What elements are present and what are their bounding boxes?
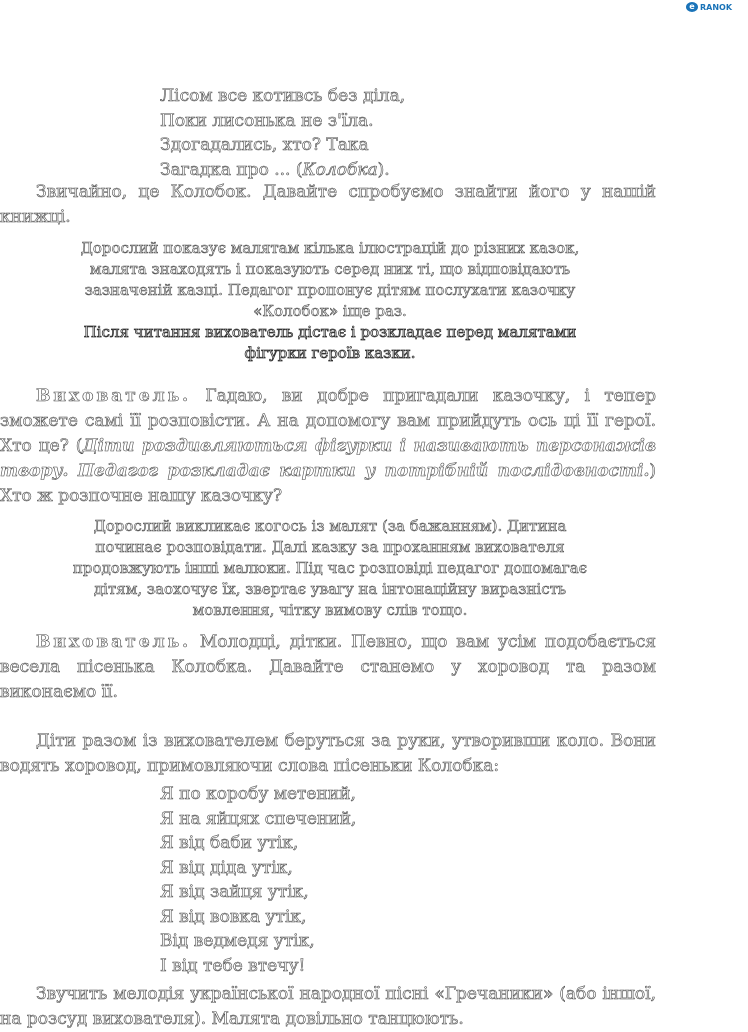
paragraph-teacher-2: Вихователь. Молодці, дітки. Певно, що вам усім подобається весела пісенька Колобка. Давайте станемо у хоровод та разом виконаємо її.	[0, 632, 656, 702]
poem-line: Я від діда утік,	[160, 857, 293, 878]
poem-line: І від тебе втечу!	[160, 955, 306, 976]
note-line: зазначеній казці. Педагог пропонує дітям послухати казочку	[84, 281, 576, 299]
poem-song	[160, 782, 356, 978]
stage-direction: Діти роздивляються фігурки і називають персонажів твору. Педагог розкладає картки у потрібній послідовності.	[0, 436, 656, 481]
poem-line: Я від вовка утік,	[160, 906, 307, 927]
poem-line: Я на яйцях спечений,	[160, 808, 357, 829]
poem-line: Здогадались, хто? Така	[160, 135, 369, 155]
note-line: «Колобок» іще раз.	[253, 302, 407, 320]
poem-line: Лісом все котивсь без діла,	[160, 86, 406, 106]
note-line: фігурки героїв казки.	[244, 344, 416, 362]
note-line: малята знаходять і показують серед них ті, що відповідають	[89, 260, 571, 278]
poem-line: Я по коробу метений,	[160, 784, 356, 804]
note-line: продовжують інші малюки. Під час розповіді педагог допомагає	[72, 559, 588, 577]
paragraph-teacher-1: Вихователь. Гадаю, ви добре пригадали казочку, і тепер зможете самі її розповісти. А на допомогу вам прийдуть ось ці її герої. Хто це? (Діти роздивляються фігурки і називають персонажів твору. Педагог розкладає картки у потрібній послідовності.) Хто ж розпочне нашу казочку?	[0, 386, 656, 506]
poem-line: Від ведмедя утік,	[160, 931, 315, 951]
paragraph-melody: Звучить мелодія української народної пісні «Гречаники» (або іншої, на розсуд вихователя). Малята довільно танцюють.	[0, 984, 656, 1029]
poem-line: Поки лисонька не з'їла.	[160, 110, 374, 131]
instruction-note-1	[40, 238, 620, 364]
paragraph-dance: Діти разом із вихователем беруться за руки, утворивши коло. Вони водять хоровод, примовляючи слова пісеньки Колобка:	[0, 731, 656, 776]
instruction-note-2	[40, 516, 620, 621]
paragraph-intro: Звичайно, це Колобок. Давайте спробуємо знайти його у нашій книжці.	[0, 182, 656, 227]
note-line: Після читання вихователь дістає і розкладає перед малятами	[83, 323, 577, 341]
speaker-label: Вихователь.	[36, 632, 192, 652]
publisher-logo	[686, 0, 748, 14]
poem-line: Я від зайця утік,	[160, 882, 309, 902]
note-line: починає розповідати. Далі казку за проханням вихователя	[95, 538, 565, 556]
e-logo-icon: e	[686, 2, 698, 12]
logo-text: RANOK	[700, 2, 733, 12]
note-line: Дорослий викликає когось із малят (за бажанням). Дитина	[93, 517, 567, 535]
poem-line-answer: Загадка про ... (Колобка).	[160, 159, 390, 180]
note-line: дітям, заохочує їх, звертає увагу на інтонаційну виразність	[93, 580, 567, 598]
poem-line: Я від баби утік,	[160, 833, 299, 853]
speaker-label: Вихователь.	[36, 386, 192, 406]
note-line: мовлення, чітку вимову слів тощо.	[192, 601, 468, 619]
note-line: Дорослий показує малятам кілька ілюстрацій до різних казок,	[80, 239, 580, 257]
poem-riddle	[160, 84, 405, 182]
